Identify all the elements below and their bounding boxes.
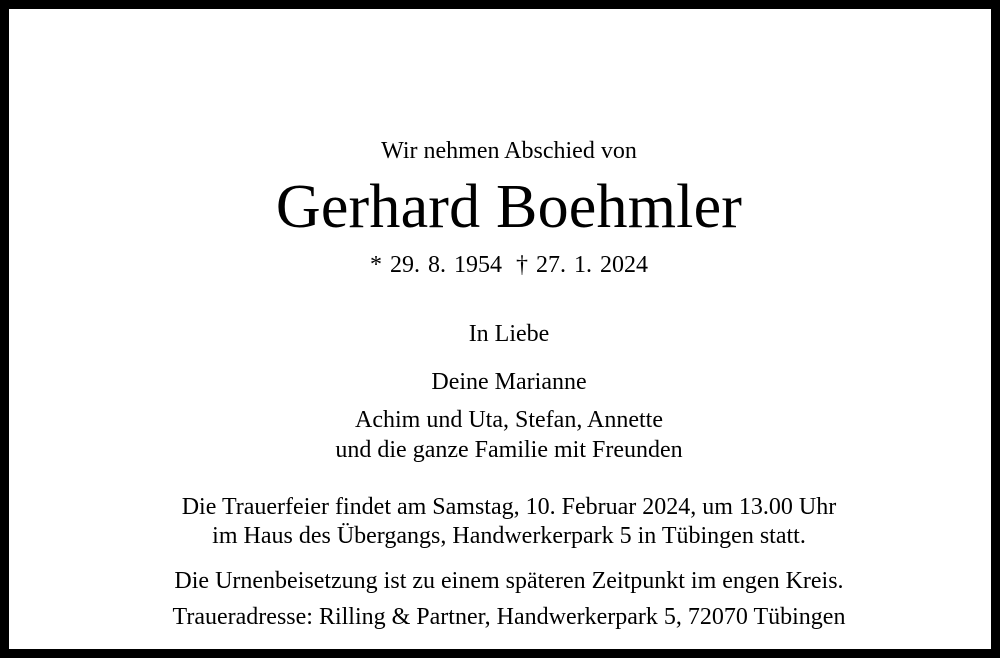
service-info-line: Die Trauerfeier findet am Samstag, 10. Februar 2024, um 13.00 Uhr	[181, 494, 837, 520]
deceased-name: Gerhard Boehmler	[275, 173, 743, 241]
urn-burial-note: Die Urnenbeisetzung ist zu einem späteren Zeitpunkt im engen Kreis.	[174, 568, 844, 594]
life-dates	[9, 253, 1000, 277]
closing-line: In Liebe	[468, 321, 550, 347]
death-date: † 27. 1. 2024	[516, 252, 648, 278]
birth-date: * 29. 8. 1954	[370, 252, 502, 278]
mourner-line: Achim und Uta, Stefan, Annette	[355, 407, 663, 433]
mourning-address: Traueradresse: Rilling & Partner, Handwerkerpark 5, 72070 Tübingen	[172, 604, 846, 630]
service-info-line: im Haus des Übergangs, Handwerkerpark 5 in Tübingen statt.	[212, 523, 806, 549]
intro-line: Wir nehmen Abschied von	[381, 138, 637, 164]
mourner-line: Deine Marianne	[431, 369, 587, 395]
mourner-line: und die ganze Familie mit Freunden	[335, 437, 683, 463]
